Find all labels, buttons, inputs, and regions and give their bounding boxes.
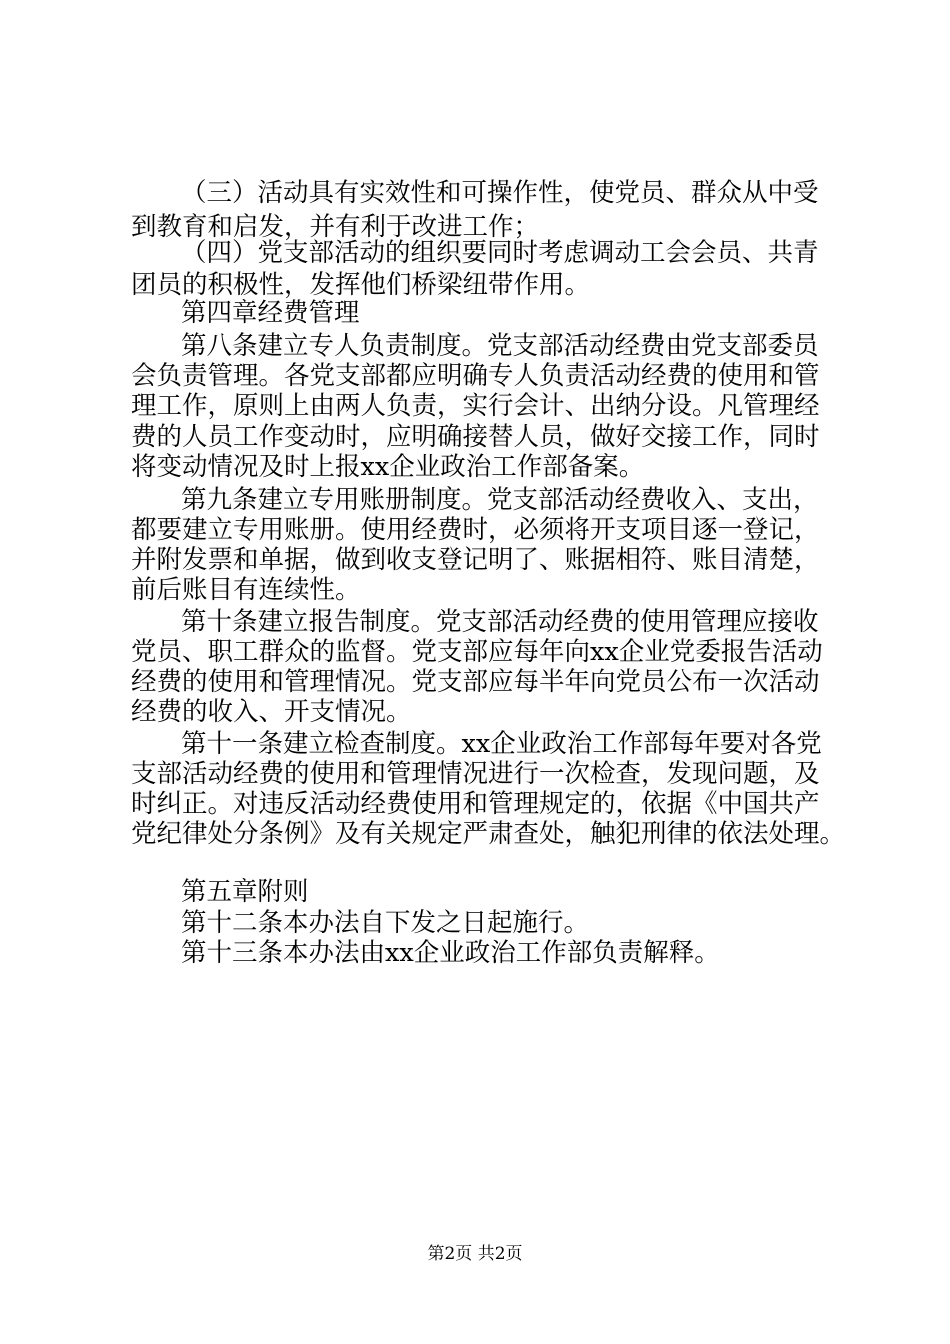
paragraph-line: 都要建立专用账册。使用经费时，必须将开支项目逐一登记， bbox=[131, 515, 820, 545]
paragraph-line: 第十一条建立检查制度。xx企业政治工作部每年要对各党 bbox=[181, 729, 822, 759]
paragraph-line: 时纠正。对违反活动经费使用和管理规定的，依据《中国共产 bbox=[131, 789, 820, 819]
paragraph-line: 第十三条本办法由xx企业政治工作部负责解释。 bbox=[181, 938, 720, 968]
page-number-footer: 第2页 共2页 bbox=[427, 1244, 523, 1264]
paragraph-line: 第八条建立专人负责制度。党支部活动经费由党支部委员 bbox=[181, 331, 819, 361]
paragraph-line: 会负责管理。各党支部都应明确专人负责活动经费的使用和管 bbox=[131, 361, 820, 391]
paragraph-line: 党纪律处分条例》及有关规定严肃查处，触犯刑律的依法处理。 bbox=[131, 819, 846, 849]
paragraph-line: 支部活动经费的使用和管理情况进行一次检查，发现问题，及 bbox=[131, 759, 820, 789]
chapter-heading: 第四章经费管理 bbox=[181, 298, 360, 328]
paragraph-line: 将变动情况及时上报xx企业政治工作部备案。 bbox=[131, 452, 645, 482]
paragraph-line: 第十条建立报告制度。党支部活动经费的使用管理应接收 bbox=[181, 607, 819, 637]
paragraph-line: 并附发票和单据，做到收支登记明了、账据相符、账目清楚， bbox=[131, 545, 820, 575]
paragraph-line: 第十二条本办法自下发之日起施行。 bbox=[181, 908, 590, 938]
paragraph-line: 到教育和启发，并有利于改进工作； bbox=[131, 212, 540, 242]
paragraph-line: 前后账目有连续性。 bbox=[131, 575, 361, 605]
paragraph-line: （三）活动具有实效性和可操作性，使党员、群众从中受 bbox=[181, 178, 819, 208]
paragraph-line: 经费的使用和管理情况。党支部应每半年向党员公布一次活动 bbox=[131, 667, 820, 697]
paragraph-line: 费的人员工作变动时，应明确接替人员，做好交接工作，同时 bbox=[131, 422, 820, 452]
paragraph-line: （四）党支部活动的组织要同时考虑调动工会会员、共青 bbox=[181, 238, 819, 268]
paragraph-line: 理工作，原则上由两人负责，实行会计、出纳分设。凡管理经 bbox=[131, 391, 820, 421]
paragraph-line: 团员的积极性，发挥他们桥梁纽带作用。 bbox=[131, 270, 591, 300]
paragraph-line: 经费的收入、开支情况。 bbox=[131, 697, 412, 727]
chapter-heading: 第五章附则 bbox=[181, 877, 309, 907]
paragraph-line: 党员、职工群众的监督。党支部应每年向xx企业党委报告活动 bbox=[131, 637, 823, 667]
paragraph-line: 第九条建立专用账册制度。党支部活动经费收入、支出， bbox=[181, 485, 819, 515]
